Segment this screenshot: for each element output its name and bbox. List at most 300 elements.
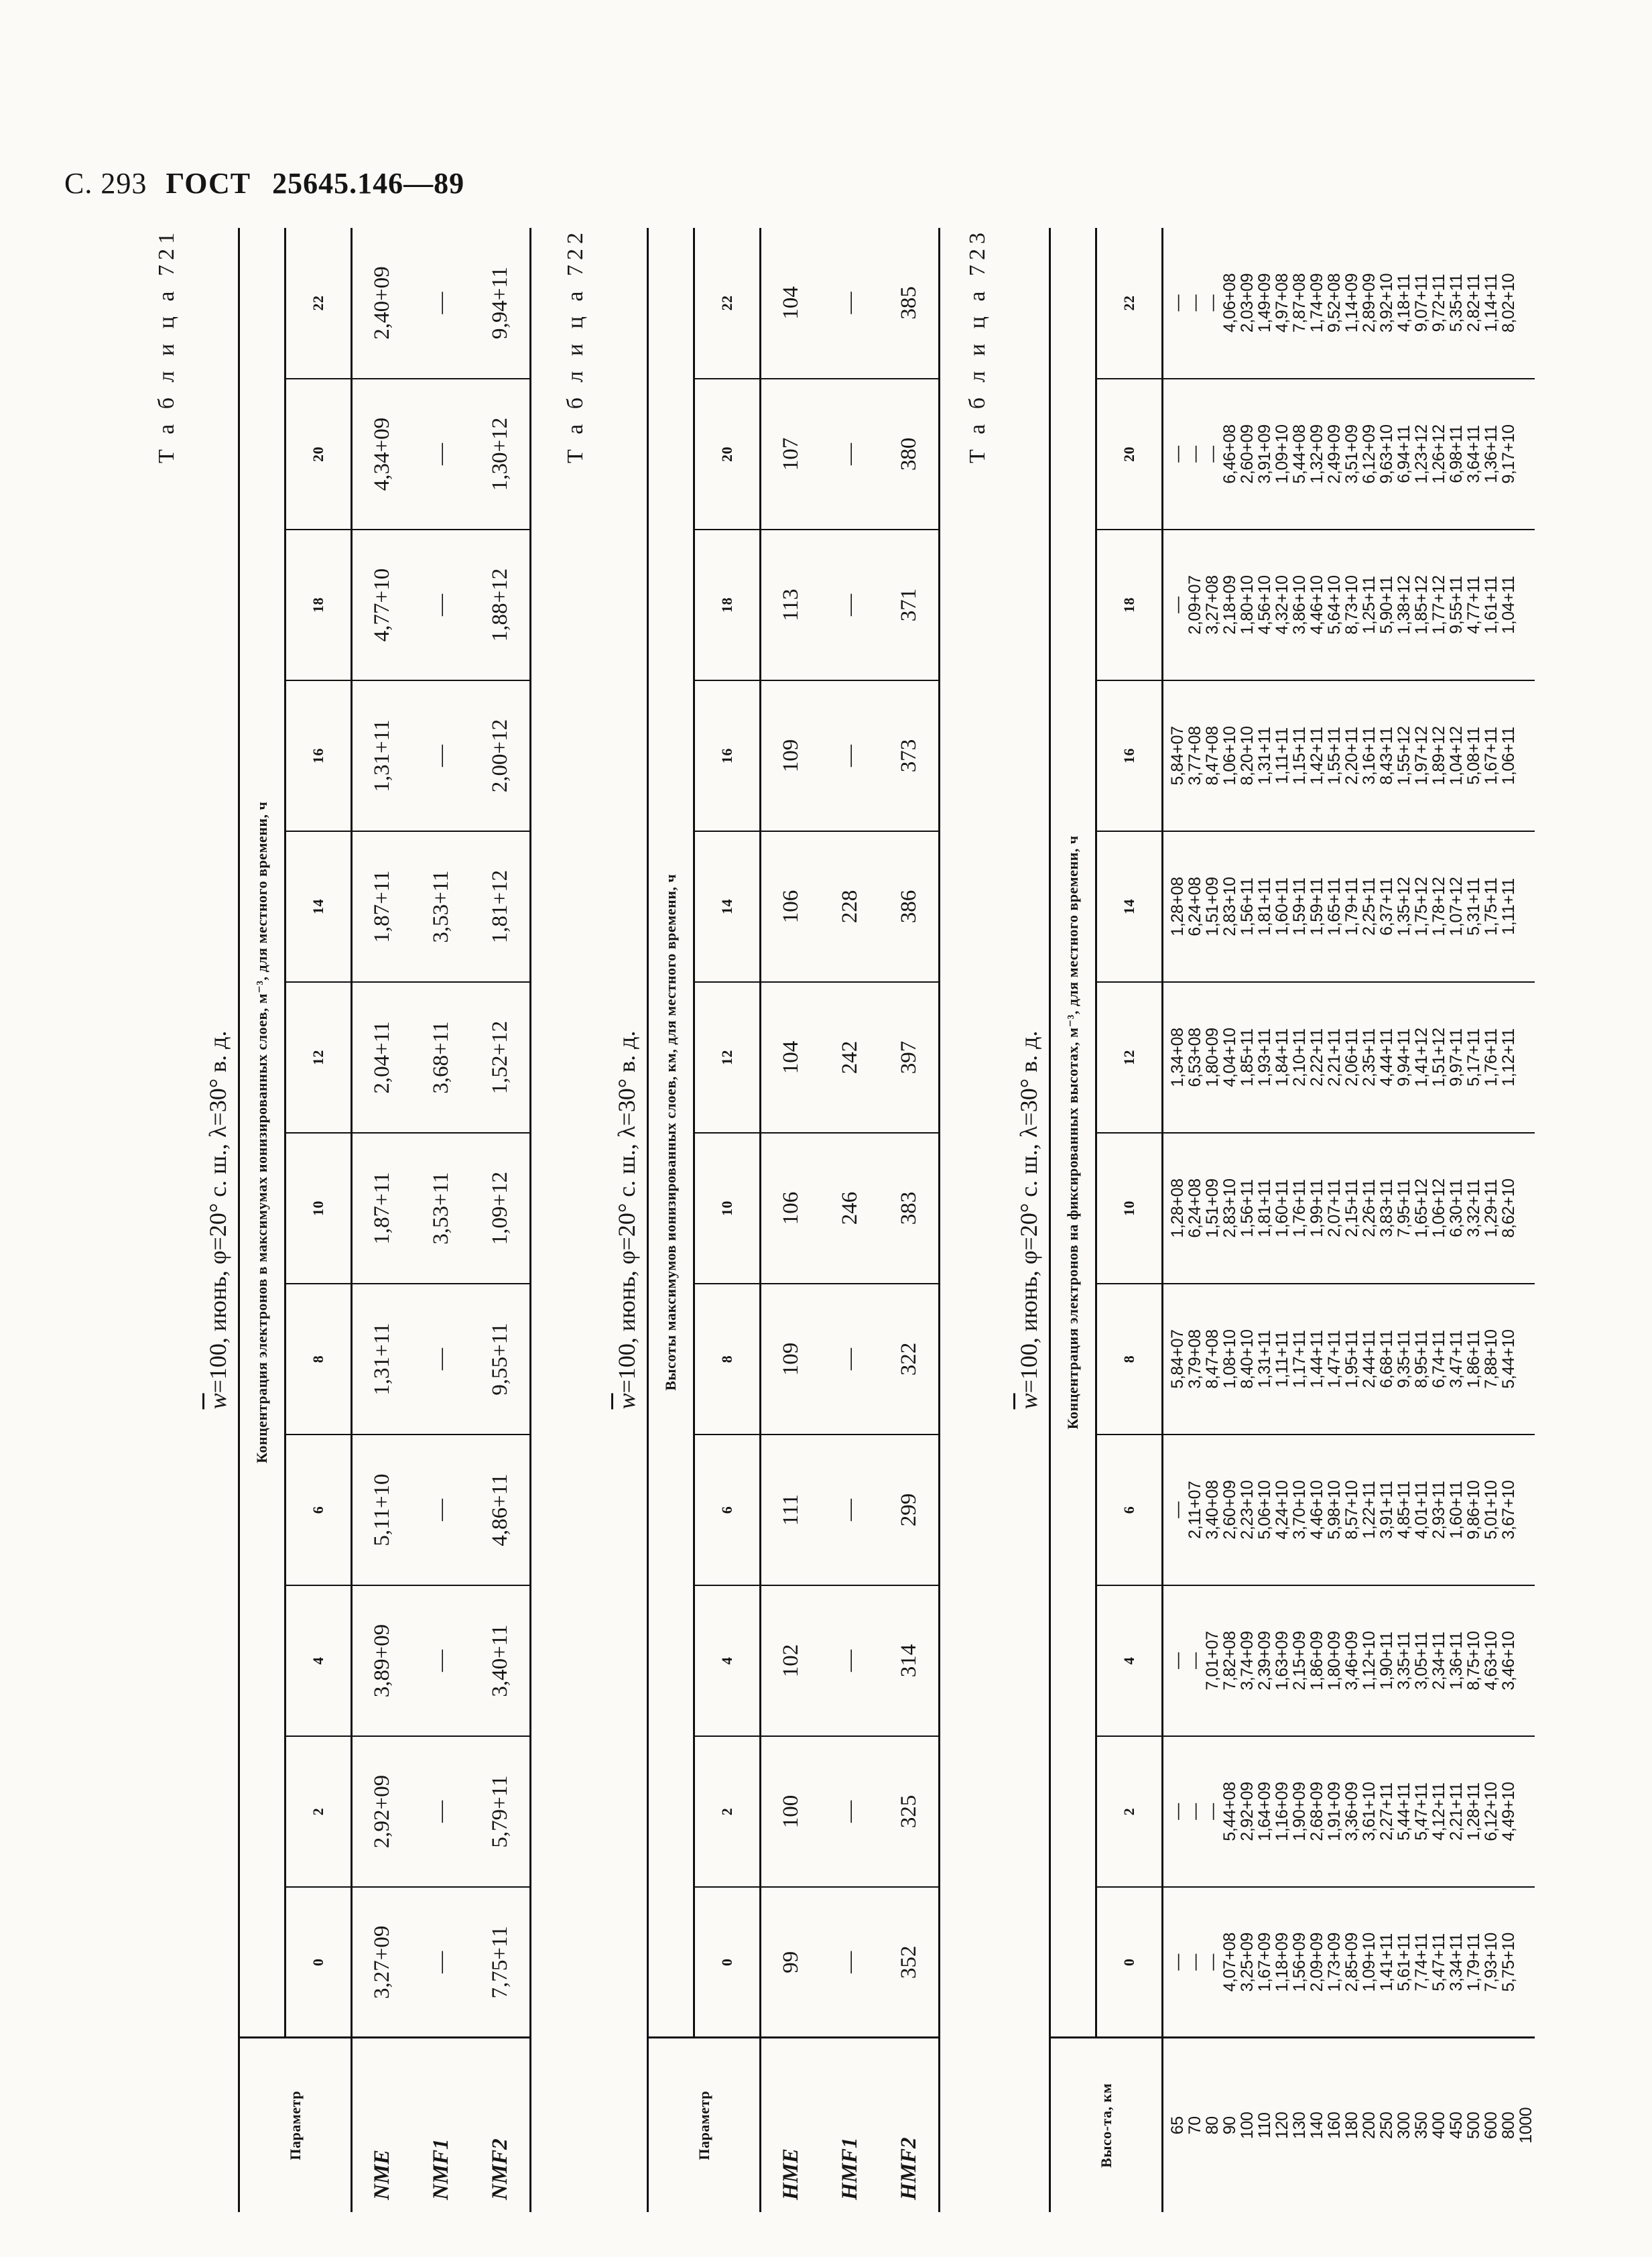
table-row [1430,228,1448,2212]
table-row [1204,228,1221,2212]
table-cell: 1,51+09 [1204,831,1221,982]
table-cell: 1,35+12 [1395,831,1413,982]
height-cell: 100 [1238,2038,1256,2212]
table-row [1360,228,1378,2212]
table-cell: 1,55+11 [1326,680,1343,831]
table-cell: 4,85+11 [1395,1435,1413,1585]
table-cell: 2,39+09 [1256,1585,1273,1736]
table-cell: — [1204,379,1221,530]
table-cell: 1,51+12 [1430,982,1448,1133]
table-cell: 8,62+10 [1500,1133,1517,1284]
table-cell: 6,98+11 [1448,379,1465,530]
table-cell: 246 [820,1133,879,1284]
table-cell: 1,41+12 [1413,982,1430,1133]
table-cell: 1,67+09 [1256,1887,1273,2038]
table-cell: — [820,1435,879,1585]
height-cell: 70 [1186,2038,1204,2212]
table-cell: 4,46+10 [1308,530,1326,680]
table-cell: 4,63+10 [1482,1585,1500,1736]
table-cell: 3,40+11 [470,1585,531,1736]
table-cell: 5,44+10 [1500,1284,1517,1435]
table-cell: 8,75+10 [1465,1585,1482,1736]
table-cell [1517,1585,1535,1736]
table-row [1465,228,1482,2212]
table-cell: 1,31+11 [352,680,412,831]
table-cell: 1,14+09 [1343,228,1360,379]
rotated-content [121,228,1541,2212]
table-cell: 1,81+12 [470,831,531,982]
table-cell: 1,85+11 [1238,982,1256,1133]
page-number: С. 293 [64,167,147,200]
table-cell: — [1186,379,1204,530]
table-cell: 1,38+12 [1395,530,1413,680]
table-cell: — [1163,1887,1187,2038]
column-header-row: 0 2 4 6 8 10 12 14 16 18 20 22 [285,228,352,2212]
table-cell: 2,07+11 [1326,1133,1343,1284]
table-cell: 1,61+11 [1482,530,1500,680]
table-cell: 4,86+11 [470,1435,531,1585]
table-cell: 104 [761,982,821,1133]
table-cell: 2,21+11 [1326,982,1343,1133]
height-header: Высо-та, км [1050,2038,1163,2212]
table-cell: 1,89+12 [1430,680,1448,831]
table-722-title: $\overline{w}=100$, июнь, φ=20° с. ш., λ=30° в. д. [613,1030,640,1410]
table-cell: 3,53+11 [411,831,470,982]
table-cell: 3,74+09 [1238,1585,1256,1736]
table-cell: 1,28+11 [1465,1736,1482,1887]
table-cell: 1,04+12 [1448,680,1465,831]
table-cell: 2,18+09 [1221,530,1238,680]
table-cell: 3,70+10 [1291,1435,1308,1585]
table-cell: 9,07+11 [1413,228,1430,379]
table-cell: 9,86+10 [1465,1435,1482,1585]
table-cell: — [820,1736,879,1887]
table-cell: 2,09+09 [1308,1887,1326,2038]
table-cell: 1,76+11 [1482,982,1500,1133]
table-cell: 2,20+11 [1343,680,1360,831]
table-cell: 1,06+11 [1500,680,1517,831]
table-cell: 2,35+11 [1360,982,1378,1133]
table-row [761,228,821,2212]
page-header [64,166,464,200]
table-cell: 1,76+11 [1291,1133,1308,1284]
table-row [1221,228,1238,2212]
height-cell: 1000 [1517,2038,1535,2212]
table-cell: 1,25+11 [1360,530,1378,680]
table-cell: 4,01+11 [1413,1435,1430,1585]
table-cell: 2,15+09 [1291,1585,1308,1736]
table-cell: 1,93+11 [1256,982,1273,1133]
table-cell: 4,07+08 [1221,1887,1238,2038]
table-cell: 2,34+11 [1430,1585,1448,1736]
table-cell: 7,88+10 [1482,1284,1500,1435]
table-cell: 5,47+11 [1413,1736,1430,1887]
table-cell: 2,27+11 [1378,1736,1395,1887]
table-cell: 5,06+10 [1256,1435,1273,1585]
table-cell: — [411,1585,470,1736]
table-cell: — [1186,1887,1204,2038]
table-cell: 7,87+08 [1291,228,1308,379]
height-cell: 130 [1291,2038,1308,2212]
table-cell: 4,04+10 [1221,982,1238,1133]
table-cell: 1,99+11 [1308,1133,1326,1284]
table-cell [1517,228,1535,379]
table-row [1238,228,1256,2212]
table-cell: 1,52+12 [470,982,531,1133]
table-cell: 1,55+12 [1395,680,1413,831]
table-cell: 4,77+10 [352,530,412,680]
table-row [470,228,531,2212]
table-cell: 2,83+10 [1221,1133,1238,1284]
table-cell: 1,75+11 [1482,831,1500,982]
table-cell: 8,20+10 [1238,680,1256,831]
table-cell: 8,40+10 [1238,1284,1256,1435]
table-row [411,228,470,2212]
table-cell: 1,14+11 [1482,228,1500,379]
table-cell: 9,55+11 [1448,530,1465,680]
table-cell: 1,09+12 [470,1133,531,1284]
table-cell: 3,68+11 [411,982,470,1133]
height-cell: 160 [1326,2038,1343,2212]
table-cell: 4,24+10 [1273,1435,1291,1585]
table-cell: 3,92+10 [1378,228,1395,379]
table-cell: 3,27+09 [352,1887,412,2038]
row-label: NME [352,2038,412,2212]
table-cell: 5,17+11 [1465,982,1482,1133]
row-label: NMF2 [470,2038,531,2212]
table-cell: 1,78+12 [1430,831,1448,982]
table-cell: 3,51+09 [1343,379,1360,530]
table-cell: 3,25+09 [1238,1887,1256,2038]
table-cell: 1,88+12 [470,530,531,680]
table-cell: — [1186,1585,1204,1736]
table-cell: 1,12+10 [1360,1585,1378,1736]
table-cell: — [820,1887,879,2038]
table-cell: 1,85+12 [1413,530,1430,680]
table-cell: 3,77+08 [1186,680,1204,831]
table-cell: — [820,530,879,680]
table-cell [1517,680,1535,831]
table-cell: 6,24+08 [1186,1133,1204,1284]
table-cell: — [1163,1585,1187,1736]
table-cell: 7,95+11 [1395,1133,1413,1284]
table-cell [1517,1284,1535,1435]
table-cell: 383 [879,1133,940,1284]
table-cell: 1,65+12 [1413,1133,1430,1284]
table-cell: 1,84+11 [1273,982,1291,1133]
table-cell: 8,02+10 [1500,228,1517,379]
table-cell: 1,29+11 [1482,1133,1500,1284]
table-cell: 1,73+09 [1326,1887,1343,2038]
table-cell: 7,93+10 [1482,1887,1500,2038]
table-cell: 397 [879,982,940,1133]
table-cell: 5,08+11 [1465,680,1482,831]
table-cell: 385 [879,228,940,379]
table-cell: 3,47+11 [1448,1284,1465,1435]
table-cell: 5,75+10 [1500,1887,1517,2038]
table-722 [647,228,940,2212]
table-cell: 6,74+11 [1430,1284,1448,1435]
table-cell: 380 [879,379,940,530]
table-cell: 4,32+10 [1273,530,1291,680]
table-cell: 5,84+07 [1163,1284,1187,1435]
table-723-title: $\overline{w}=100$, июнь, φ=20° с. ш., λ=30° в. д. [1015,1030,1042,1410]
table-cell: — [820,379,879,530]
table-cell: 6,30+11 [1448,1133,1465,1284]
table-cell: 2,83+10 [1221,831,1238,982]
height-cell: 350 [1413,2038,1430,2212]
table-cell: 1,17+11 [1291,1284,1308,1435]
table-cell: 1,09+10 [1273,379,1291,530]
table-cell: 1,80+09 [1326,1585,1343,1736]
table-cell: 8,47+08 [1204,680,1221,831]
table-cell: 2,03+09 [1238,228,1256,379]
table-cell: 322 [879,1284,940,1435]
table-cell: — [820,1284,879,1435]
table-cell: 9,17+10 [1500,379,1517,530]
table-cell: 1,06+12 [1430,1133,1448,1284]
table-cell: 1,11+11 [1273,1284,1291,1435]
table-row [1343,228,1360,2212]
table-cell: 1,51+09 [1204,1133,1221,1284]
table-cell: 3,46+09 [1343,1585,1360,1736]
table-row [1273,228,1291,2212]
table-cell: 6,12+09 [1360,379,1378,530]
table-cell: 3,36+09 [1343,1736,1360,1887]
table-cell: 3,53+11 [411,1133,470,1284]
span-header: Концентрация электронов на фиксированных высотах, м⁻³, для местного времени, ч [1050,228,1096,2038]
table-cell [1517,1133,1535,1284]
table-row [1378,228,1395,2212]
table-cell: — [1163,228,1187,379]
table-cell: 352 [879,1887,940,2038]
table-row [879,228,940,2212]
table-cell: 1,87+11 [352,1133,412,1284]
height-cell: 200 [1360,2038,1378,2212]
table-cell: 2,89+09 [1360,228,1378,379]
table-cell: 5,90+11 [1378,530,1395,680]
table-cell: 3,35+11 [1395,1585,1413,1736]
table-cell: 1,34+08 [1163,982,1187,1133]
table-cell: 1,86+11 [1465,1284,1482,1435]
table-row [1500,228,1517,2212]
table-cell: 6,68+11 [1378,1284,1395,1435]
gost-label: ГОСТ [166,167,251,200]
table-row [820,228,879,2212]
table-cell: 3,91+09 [1256,379,1273,530]
table-cell: 5,11+10 [352,1435,412,1585]
table-row [1291,228,1308,2212]
height-cell: 400 [1430,2038,1448,2212]
table-cell: 1,75+12 [1413,831,1430,982]
table-cell: 2,00+12 [470,680,531,831]
table-cell: 9,55+11 [470,1284,531,1435]
table-row [1517,228,1535,2212]
table-row [352,228,412,2212]
table-cell: 1,31+11 [352,1284,412,1435]
table-cell: 1,90+09 [1291,1736,1308,1887]
table-cell: 5,98+10 [1326,1435,1343,1585]
table-cell: 4,97+08 [1273,228,1291,379]
table-cell: 2,92+09 [352,1736,412,1887]
table-cell: 1,41+11 [1378,1887,1395,2038]
table-cell: 1,47+11 [1326,1284,1343,1435]
table-cell: 1,59+11 [1291,831,1308,982]
table-cell: 1,11+11 [1273,680,1291,831]
table-cell: 8,73+10 [1343,530,1360,680]
table-cell: — [820,680,879,831]
table-cell: 228 [820,831,879,982]
table-cell: 1,16+09 [1273,1736,1291,1887]
table-cell: 2,10+11 [1291,982,1308,1133]
table-cell: 7,01+07 [1204,1585,1221,1736]
table-cell: 8,47+08 [1204,1284,1221,1435]
table-cell: 7,82+08 [1221,1585,1238,1736]
table-723 [1049,228,1535,2212]
height-cell: 110 [1256,2038,1273,2212]
table-row [1163,228,1187,2212]
table-723-name: Т а б л и ц а 723 [965,228,990,464]
table-cell: 1,06+10 [1221,680,1238,831]
height-cell: 800 [1500,2038,1517,2212]
table-cell: 1,60+11 [1448,1435,1465,1585]
gost-number: 25645.146—89 [272,167,465,200]
table-cell: 4,34+09 [352,379,412,530]
row-label: HME [761,2038,821,2212]
table-cell: 2,44+11 [1360,1284,1378,1435]
table-cell: 3,86+10 [1291,530,1308,680]
table-cell: 2,09+07 [1186,530,1204,680]
table-cell: 5,35+11 [1448,228,1465,379]
table-cell: 373 [879,680,940,831]
table-cell: 3,67+10 [1500,1435,1517,1585]
table-cell [1517,1736,1535,1887]
table-cell: 1,36+11 [1482,379,1500,530]
table-cell: 1,07+12 [1448,831,1465,982]
table-cell: 100 [761,1736,821,1887]
table-cell: 1,26+12 [1430,379,1448,530]
table-cell: 8,57+10 [1343,1435,1360,1585]
table-cell: 2,25+11 [1360,831,1378,982]
height-cell: 120 [1273,2038,1291,2212]
table-cell: 1,87+11 [352,831,412,982]
height-cell: 80 [1204,2038,1221,2212]
table-cell: 3,89+09 [352,1585,412,1736]
table-row [1326,228,1343,2212]
table-cell: 1,56+11 [1238,831,1256,982]
table-cell [1517,982,1535,1133]
table-row [1482,228,1500,2212]
table-cell: 3,46+10 [1500,1585,1517,1736]
table-cell: 102 [761,1585,821,1736]
height-cell: 65 [1163,2038,1187,2212]
table-cell: 2,21+11 [1448,1736,1465,1887]
table-cell: 1,09+10 [1360,1887,1378,2038]
table-row [1256,228,1273,2212]
table-cell: 5,44+08 [1291,379,1308,530]
table-cell: 2,82+11 [1465,228,1482,379]
table-cell: 2,26+11 [1360,1133,1378,1284]
table-cell: 5,01+10 [1482,1435,1500,1585]
table-cell: 2,49+09 [1326,379,1343,530]
table-cell [1517,530,1535,680]
row-label: HMF1 [820,2038,879,2212]
table-cell: 1,79+11 [1343,831,1360,982]
table-cell: 6,53+08 [1186,982,1204,1133]
table-cell: 3,79+08 [1186,1284,1204,1435]
table-cell: 5,44+11 [1395,1736,1413,1887]
table-cell: 2,22+11 [1308,982,1326,1133]
table-cell: 6,12+10 [1482,1736,1500,1887]
table-cell: 1,42+11 [1308,680,1326,831]
table-cell: 5,79+11 [470,1736,531,1887]
table-cell: — [1163,1435,1187,1585]
table-cell: 6,46+08 [1221,379,1238,530]
table-cell: 1,04+11 [1500,530,1517,680]
table-cell: 2,23+10 [1238,1435,1256,1585]
table-cell: 99 [761,1887,821,2038]
table-cell: 1,44+11 [1308,1284,1326,1435]
table-cell: 9,94+11 [470,228,531,379]
table-cell: 2,06+11 [1343,982,1360,1133]
table-cell: 1,11+11 [1500,831,1517,982]
table-cell: 107 [761,379,821,530]
table-cell: 386 [879,831,940,982]
table-cell: 1,31+11 [1256,680,1273,831]
table-cell: 2,85+09 [1343,1887,1360,2038]
table-cell: 1,65+11 [1326,831,1343,982]
table-cell: 7,75+11 [470,1887,531,2038]
table-cell: — [411,680,470,831]
table-721 [238,228,531,2212]
table-cell: 1,60+11 [1273,831,1291,982]
table-cell: 8,43+11 [1378,680,1395,831]
table-cell: 1,22+11 [1360,1435,1378,1585]
table-cell: 314 [879,1585,940,1736]
table-cell: 1,56+09 [1291,1887,1308,2038]
row-label: HMF2 [879,2038,940,2212]
table-cell: — [1204,1736,1221,1887]
table-cell: 109 [761,680,821,831]
table-cell: 9,94+11 [1395,982,1413,1133]
table-cell: 1,30+12 [470,379,531,530]
span-header: Концентрация электронов в максимумах ионизированных слоев, м⁻³, для местного времени, ч [239,228,285,2038]
table-cell: 9,35+11 [1395,1284,1413,1435]
table-cell: 9,97+11 [1448,982,1465,1133]
param-header: Параметр [648,2038,761,2212]
height-cell: 140 [1308,2038,1326,2212]
table-cell: 1,60+11 [1273,1133,1291,1284]
table-cell: — [411,1887,470,2038]
table-cell: 1,31+11 [1256,1284,1273,1435]
table-cell: 4,56+10 [1256,530,1273,680]
table-cell: 7,74+11 [1413,1887,1430,2038]
height-cell: 600 [1482,2038,1500,2212]
table-cell: 9,63+10 [1378,379,1395,530]
height-cell: 300 [1395,2038,1413,2212]
table-cell: 2,04+11 [352,982,412,1133]
table-cell: 1,56+11 [1238,1133,1256,1284]
table-cell: 4,44+11 [1378,982,1395,1133]
table-cell: — [1186,1736,1204,1887]
table-cell: 1,90+11 [1378,1585,1395,1736]
table-cell: 2,60+09 [1238,379,1256,530]
span-header: Высоты максимумов ионизированных слоев, км, для местного времени, ч [648,228,694,2038]
table-cell: 5,61+11 [1395,1887,1413,2038]
table-cell: 1,63+09 [1273,1585,1291,1736]
table-cell: 1,59+11 [1308,831,1326,982]
column-header-row: 0 2 4 6 8 10 12 14 16 18 20 22 [694,228,761,2212]
